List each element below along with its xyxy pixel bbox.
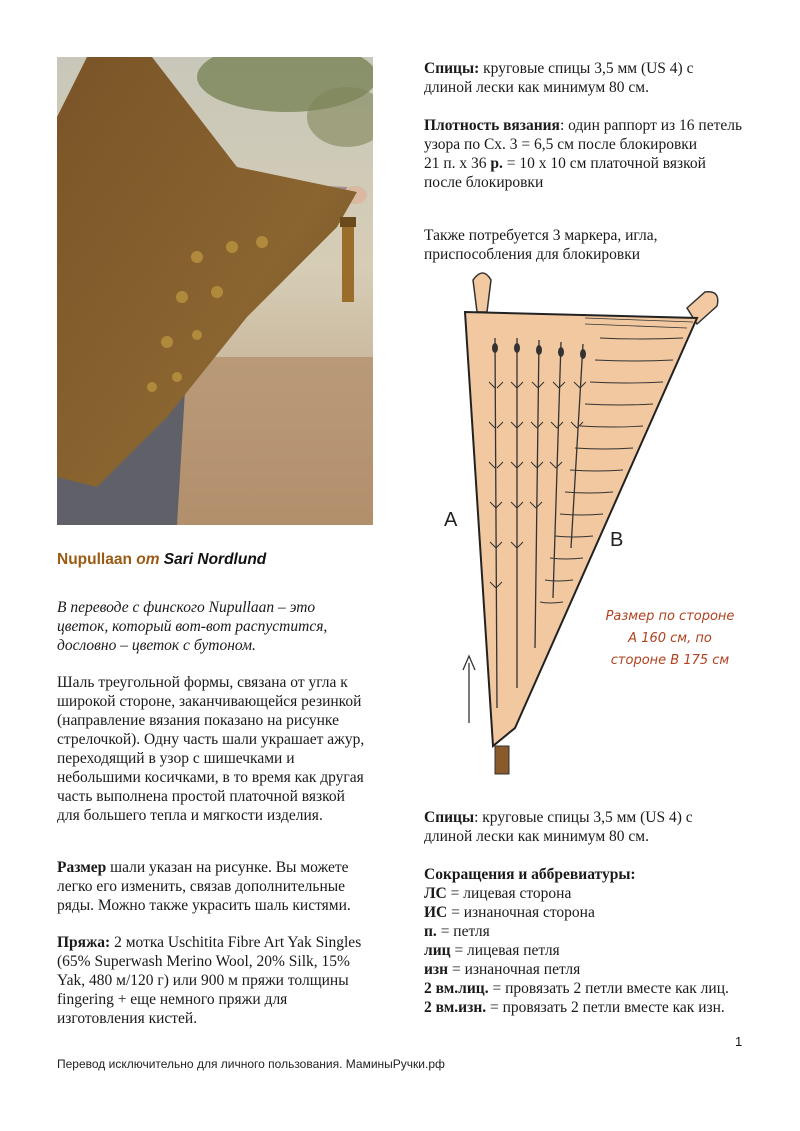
abbreviations-heading: Сокращения и аббревиатуры: [424,866,636,883]
needles-text: круговые спицы 3,5 мм (US 4) с длиной лески как минимум 80 см. [424,60,694,96]
pattern-author: Sari Nordlund [163,551,267,568]
gauge-line1: : один раппорт из 16 петель узора по Сх. 3 = 6,5 см после блокировки [424,117,743,153]
also-needed-paragraph: Также потребуется 3 маркера, игла, приспособления для блокировки [424,227,658,263]
gauge-paragraph [424,116,744,192]
abbr-item: лиц = лицевая петля [424,942,560,959]
needles-label: Спицы: [424,60,480,77]
needles-label-bottom: Спицы [424,809,475,826]
size-text: шали указан на рисунке. Вы можете легко его изменить, связав дополнительные ряды. Можно также украсить шаль кистями. [57,859,351,914]
page-number: 1 [735,1034,743,1049]
gauge-label: Плотность вязания [424,117,560,134]
size-paragraph [57,858,367,915]
footer-note: Перевод исключительно для личного пользования. МаминыРучки.рф [57,1057,445,1071]
annotation-line-2: А 160 см, по [628,631,712,646]
pattern-title [57,551,266,569]
description-paragraph: Шаль треугольной формы, связана от угла к широкой стороне, заканчивающейся резинкой (направление вязания показано на рисунке стрелочкой). Одну часть шали украшает ажур, переходящий в узор с шишечками и небольшими косичками, в то время как другая часть выполнена простой платочной вязкой для большего тепла и мягкости изделия. [57,674,365,824]
side-b-label: B [610,529,624,551]
yarn-paragraph [57,933,372,1028]
needles-paragraph-bottom [424,808,744,846]
abbr-item: ИС = изнаночная сторона [424,904,595,921]
annotation-line-3: стороне В 175 см [610,653,730,668]
annotation-line-1: Размер по стороне [605,609,735,624]
abbr-item: 2 вм.лиц. = провязать 2 петли вместе как лиц. [424,980,729,997]
size-annotation [585,606,755,672]
yarn-text: 2 мотка Uschitita Fibre Art Yak Singles (65% Superwash Merino Wool, 20% Silk, 15% Yak, 480 м/120 г) или 900 м пряжи толщины fingering + еще немного пряжи для изготовления кистей. [57,934,362,1027]
gauge-line2-post: = 10 х 10 см платочной вязкой после блокировки [424,155,706,191]
intro-paragraph: В переводе с финского Nupullaan – это цветок, который вот-вот распустится, дословно – цветок с бутоном. [57,599,328,654]
side-a-label: A [444,509,458,531]
shawl-photo [57,57,373,525]
shawl-diagram [425,268,745,788]
abbr-item: изн = изнаночная петля [424,961,581,978]
yarn-label: Пряжа: [57,934,111,951]
size-label: Размер [57,859,107,876]
abbr-item: п. = петля [424,923,490,940]
abbr-item: 2 вм.изн. = провязать 2 петли вместе как изн. [424,999,725,1016]
title-from: от [136,551,160,568]
abbreviations-section [424,865,764,1017]
gauge-line2-bold: р. [490,155,503,172]
gauge-line2-pre: 21 п. х 36 [424,155,491,172]
needles-paragraph-top [424,59,744,97]
needles-text-bottom: : круговые спицы 3,5 мм (US 4) с длиной лески как минимум 80 см. [424,809,693,845]
pattern-name: Nupullaan [57,551,132,568]
abbr-item: ЛС = лицевая сторона [424,885,572,902]
